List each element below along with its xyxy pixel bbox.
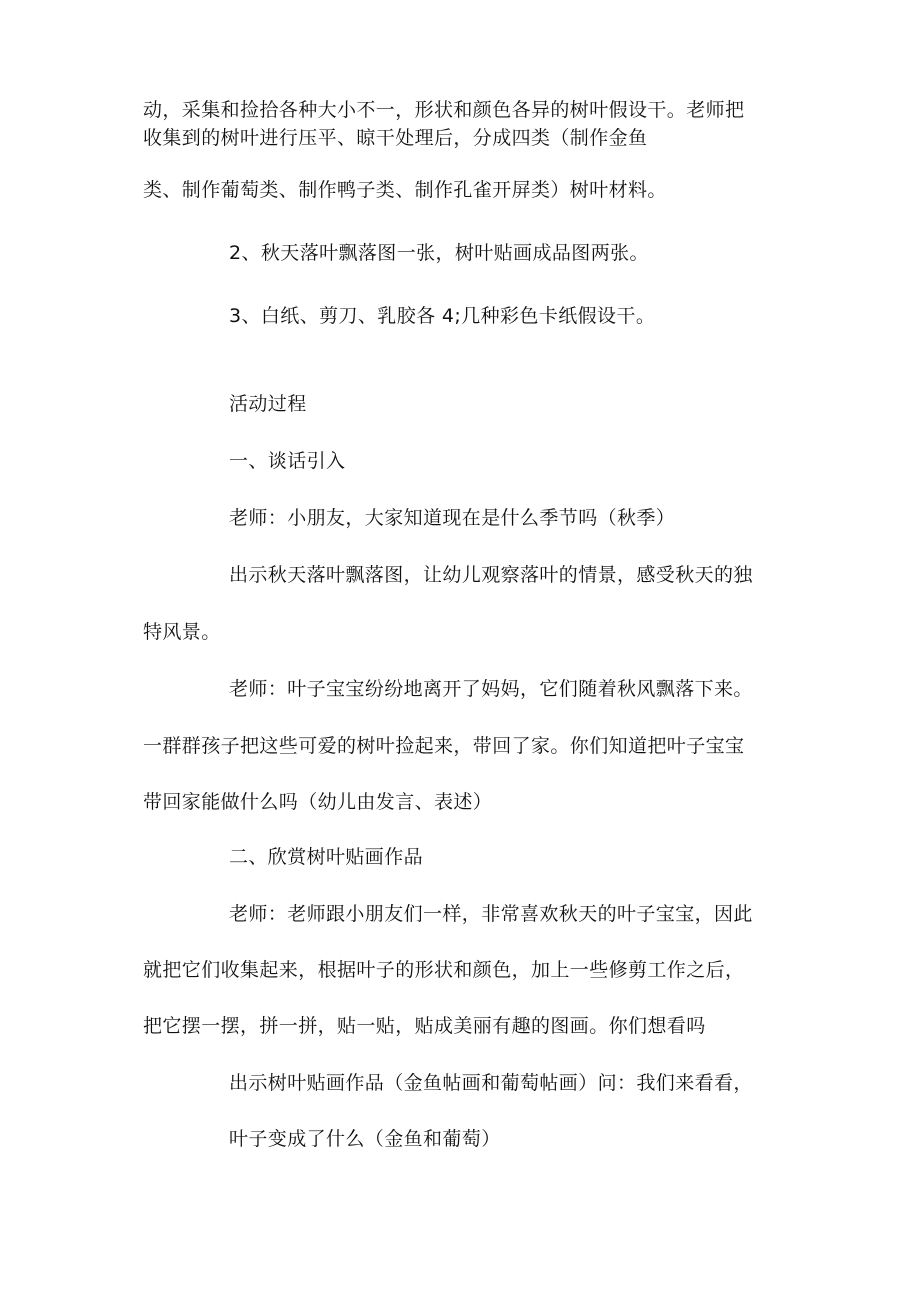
section-heading: 二、欣赏树叶贴画作品: [229, 846, 424, 868]
text-line: 老师：小朋友，大家知道现在是什么季节吗（秋季）: [229, 507, 676, 529]
text-line: 收集到的树叶进行压平、晾干处理后，分成四类（制作金鱼: [143, 127, 648, 149]
text-line: 把它摆一摆，拼一拼，贴一贴，贴成美丽有趣的图画。你们想看吗: [143, 1015, 706, 1037]
text-line: 老师：老师跟小朋友们一样，非常喜欢秋天的叶子宝宝，因此: [229, 903, 753, 925]
text-line: 带回家能做什么吗（幼儿由发言、表述）: [143, 791, 493, 813]
text-line: 老师：叶子宝宝纷纷地离开了妈妈，它们随着秋风飘落下来。: [229, 678, 753, 700]
text-line: 叶子变成了什么（金鱼和葡萄）: [229, 1128, 501, 1150]
text-line: 特风景。: [143, 621, 221, 643]
text-line: 出示秋天落叶飘落图，让幼儿观察落叶的情景，感受秋天的独: [229, 564, 753, 586]
text-line: 类、制作葡萄类、制作鸭子类、制作孔雀开屏类）树叶材料。: [143, 179, 667, 201]
text-line: 一群群孩子把这些可爱的树叶捡起来，带回了家。你们知道把叶子宝宝: [143, 735, 745, 757]
list-item: 2、秋天落叶飘落图一张，树叶贴画成品图两张。: [229, 242, 649, 264]
section-heading: 一、谈话引入: [229, 450, 346, 472]
text-line: 就把它们收集起来，根据叶子的形状和颜色，加上一些修剪工作之后，: [143, 959, 745, 981]
text-line: 出示树叶贴画作品（金鱼帖画和葡萄帖画）问：我们来看看，: [229, 1072, 753, 1094]
section-heading: 活动过程: [229, 393, 307, 415]
text-line: 动，采集和捡拾各种大小不一，形状和颜色各异的树叶假设干。老师把: [143, 99, 745, 121]
list-item: 3、白纸、剪刀、乳胶各 4;几种彩色卡纸假设干。: [229, 305, 656, 327]
